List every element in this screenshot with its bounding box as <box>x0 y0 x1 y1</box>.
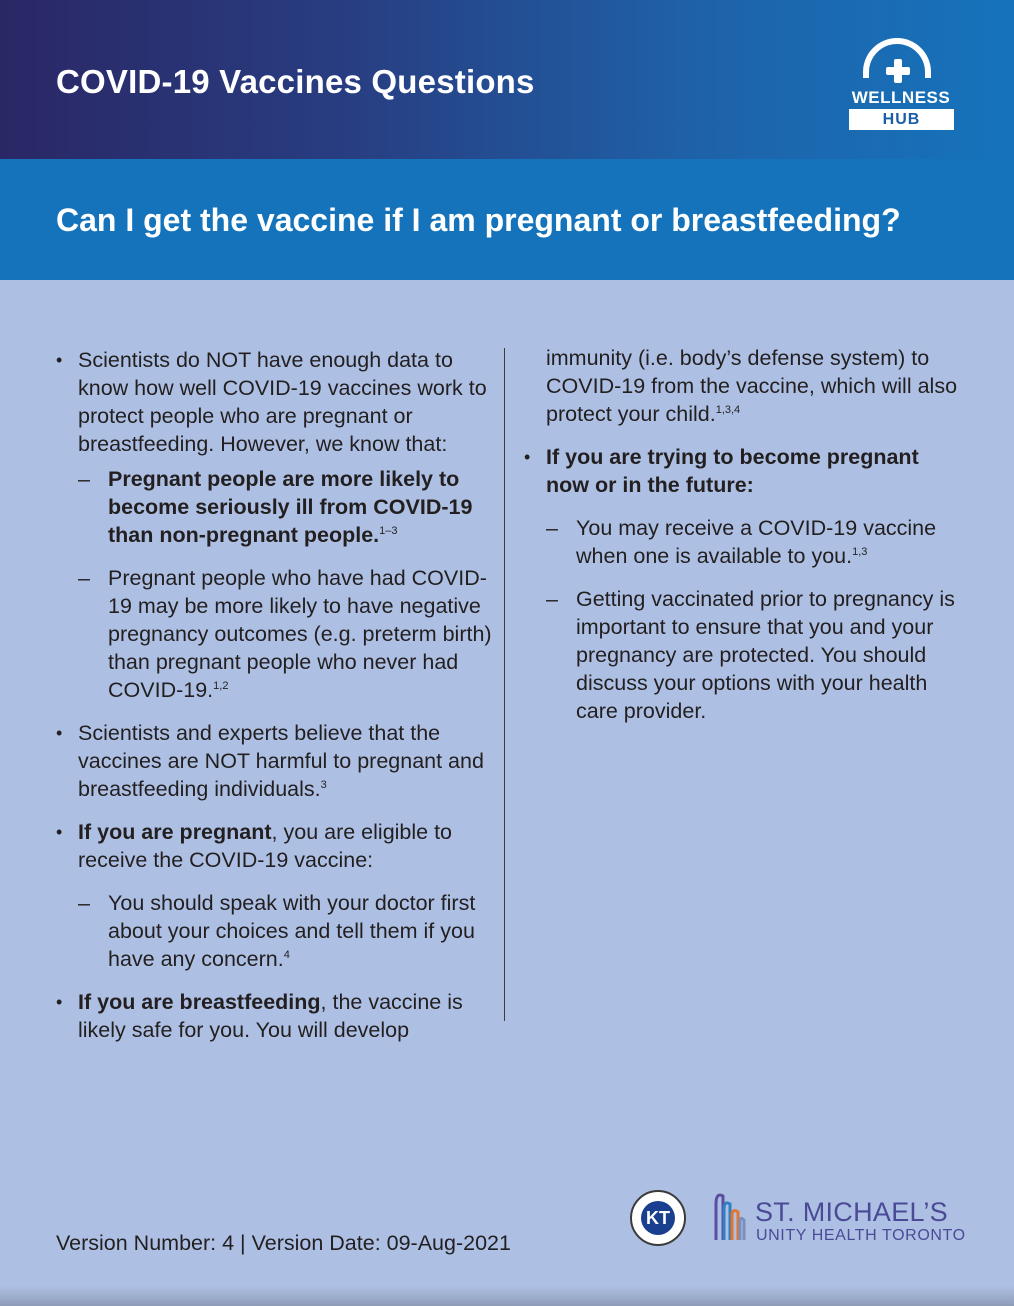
wellness-hub-logo <box>846 38 956 132</box>
list-item-continued: immunity (i.e. body’s defense system) to COVID-19 from the vaccine, which will also protect your child.$^{1,3,4}$ <box>546 346 958 426</box>
sub-list-item: – Getting vaccinated prior to pregnancy is important to ensure that you and your pregnancy are protected. You should discuss your options with your health care provider. <box>546 587 955 723</box>
document-title: COVID-19 Vaccines Questions <box>56 63 535 100</box>
list-item: • Scientists and experts believe that the vaccines are NOT harmful to pregnant and breastfeeding individuals.$^3$ <box>56 721 484 801</box>
dash-icon: – <box>546 516 558 540</box>
list-item: • If you are trying to become pregnant now or in the future: <box>524 445 919 497</box>
kt-mark: KT <box>641 1201 675 1235</box>
sub-list-item: – Pregnant people are more likely to become seriously ill from COVID-19 than non-pregnant people.$^{1-3}$ <box>78 467 473 547</box>
list-item: • If you are breastfeeding, the vaccine is likely safe for you. You will develop <box>56 990 463 1042</box>
sub-list-item: – You should speak with your doctor first about your choices and tell them if you have any concern.$^4$ <box>78 891 476 971</box>
question-band <box>0 159 1014 280</box>
left-column <box>56 346 496 1044</box>
st-michaels-name: ST. MICHAEL’S <box>755 1197 948 1227</box>
bullet-icon: • <box>56 992 63 1012</box>
knowledge-translation-logo <box>630 1190 686 1246</box>
unity-health-label: UNITY HEALTH TORONTO <box>756 1227 966 1244</box>
header-banner <box>0 0 1014 159</box>
question-heading: Can I get the vaccine if I am pregnant or breastfeeding? <box>56 202 901 238</box>
logo-hub-label: HUB <box>849 109 954 130</box>
logo-wordmark: WELLNESS <box>851 88 951 107</box>
bullet-icon: • <box>56 723 63 743</box>
st-michaels-logo-mark-icon <box>712 1190 746 1242</box>
list-item: • Scientists do NOT have enough data to know how well COVID-19 vaccines work to protect people who are pregnant or breastfeeding. However, we know that: <box>56 348 487 456</box>
bullet-icon: • <box>56 822 63 842</box>
dash-icon: – <box>546 587 558 611</box>
version-footer: Version Number: 4 | Version Date: 09-Aug-2021 <box>56 1231 511 1255</box>
bullet-icon: • <box>56 350 63 370</box>
page-bottom-edge <box>0 1286 1014 1306</box>
sub-list-item: – Pregnant people who have had COVID-19 may be more likely to have negative pregnancy outcomes (e.g. preterm birth) than pregnant people who never had COVID-19.$^{1,2}$ <box>78 566 492 702</box>
right-column <box>524 344 964 725</box>
bullet-icon: • <box>524 447 531 467</box>
dash-icon: – <box>78 891 90 915</box>
sub-list-item: – You may receive a COVID-19 vaccine when one is available to you.$^{1,3}$ <box>546 516 937 568</box>
column-divider <box>504 348 505 1021</box>
dash-icon: – <box>78 467 90 491</box>
dash-icon: – <box>78 566 90 590</box>
list-item: • If you are pregnant, you are eligible to receive the COVID-19 vaccine: <box>56 820 453 872</box>
